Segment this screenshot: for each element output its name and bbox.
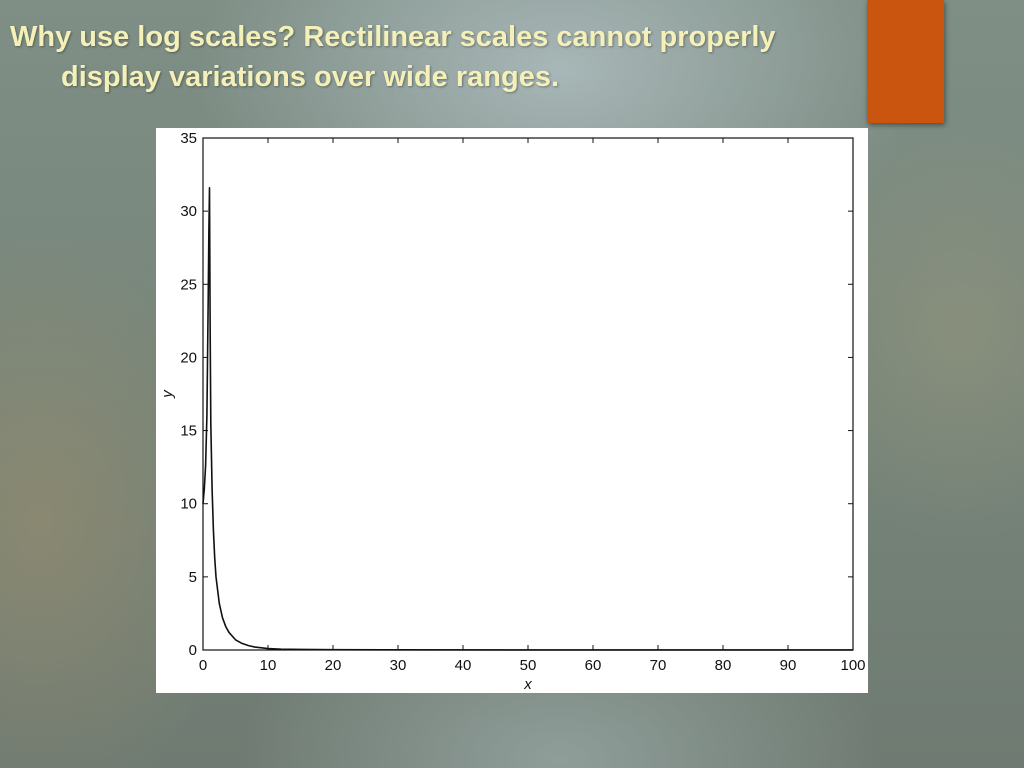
y-tick-label: 25 xyxy=(180,276,197,294)
y-axis-title: y xyxy=(159,390,176,398)
y-tick-label: 30 xyxy=(180,203,197,221)
x-tick-label: 60 xyxy=(584,657,602,674)
x-tick-label: 20 xyxy=(324,657,342,674)
series-line-1 xyxy=(203,188,853,650)
y-tick-label: 5 xyxy=(188,568,197,586)
x-tick-label: 90 xyxy=(779,657,797,674)
chart-frame xyxy=(156,128,868,693)
y-tick-label: 35 xyxy=(180,130,197,147)
y-tick-label: 0 xyxy=(188,642,197,659)
slide-title-line1: Why use log scales? Rectilinear scales cannot properly xyxy=(10,21,776,53)
x-tick-label: 100 xyxy=(840,657,866,674)
plot-area-frame xyxy=(203,138,853,650)
slide-title-line2: display variations over wide ranges. xyxy=(61,61,560,93)
y-tick-label: 20 xyxy=(180,349,197,367)
x-tick-label: 70 xyxy=(649,657,667,674)
y-tick-label: 10 xyxy=(180,495,197,513)
x-tick-label: 0 xyxy=(198,657,208,674)
x-axis-title: x xyxy=(524,676,532,693)
x-tick-label: 30 xyxy=(389,657,407,674)
y-tick-label: 15 xyxy=(180,422,197,440)
line-chart xyxy=(156,128,868,693)
x-tick-label: 80 xyxy=(714,657,732,674)
x-tick-label: 40 xyxy=(454,657,472,674)
x-tick-label: 50 xyxy=(519,657,537,674)
slide-title xyxy=(10,17,970,97)
x-tick-label: 10 xyxy=(259,657,277,674)
